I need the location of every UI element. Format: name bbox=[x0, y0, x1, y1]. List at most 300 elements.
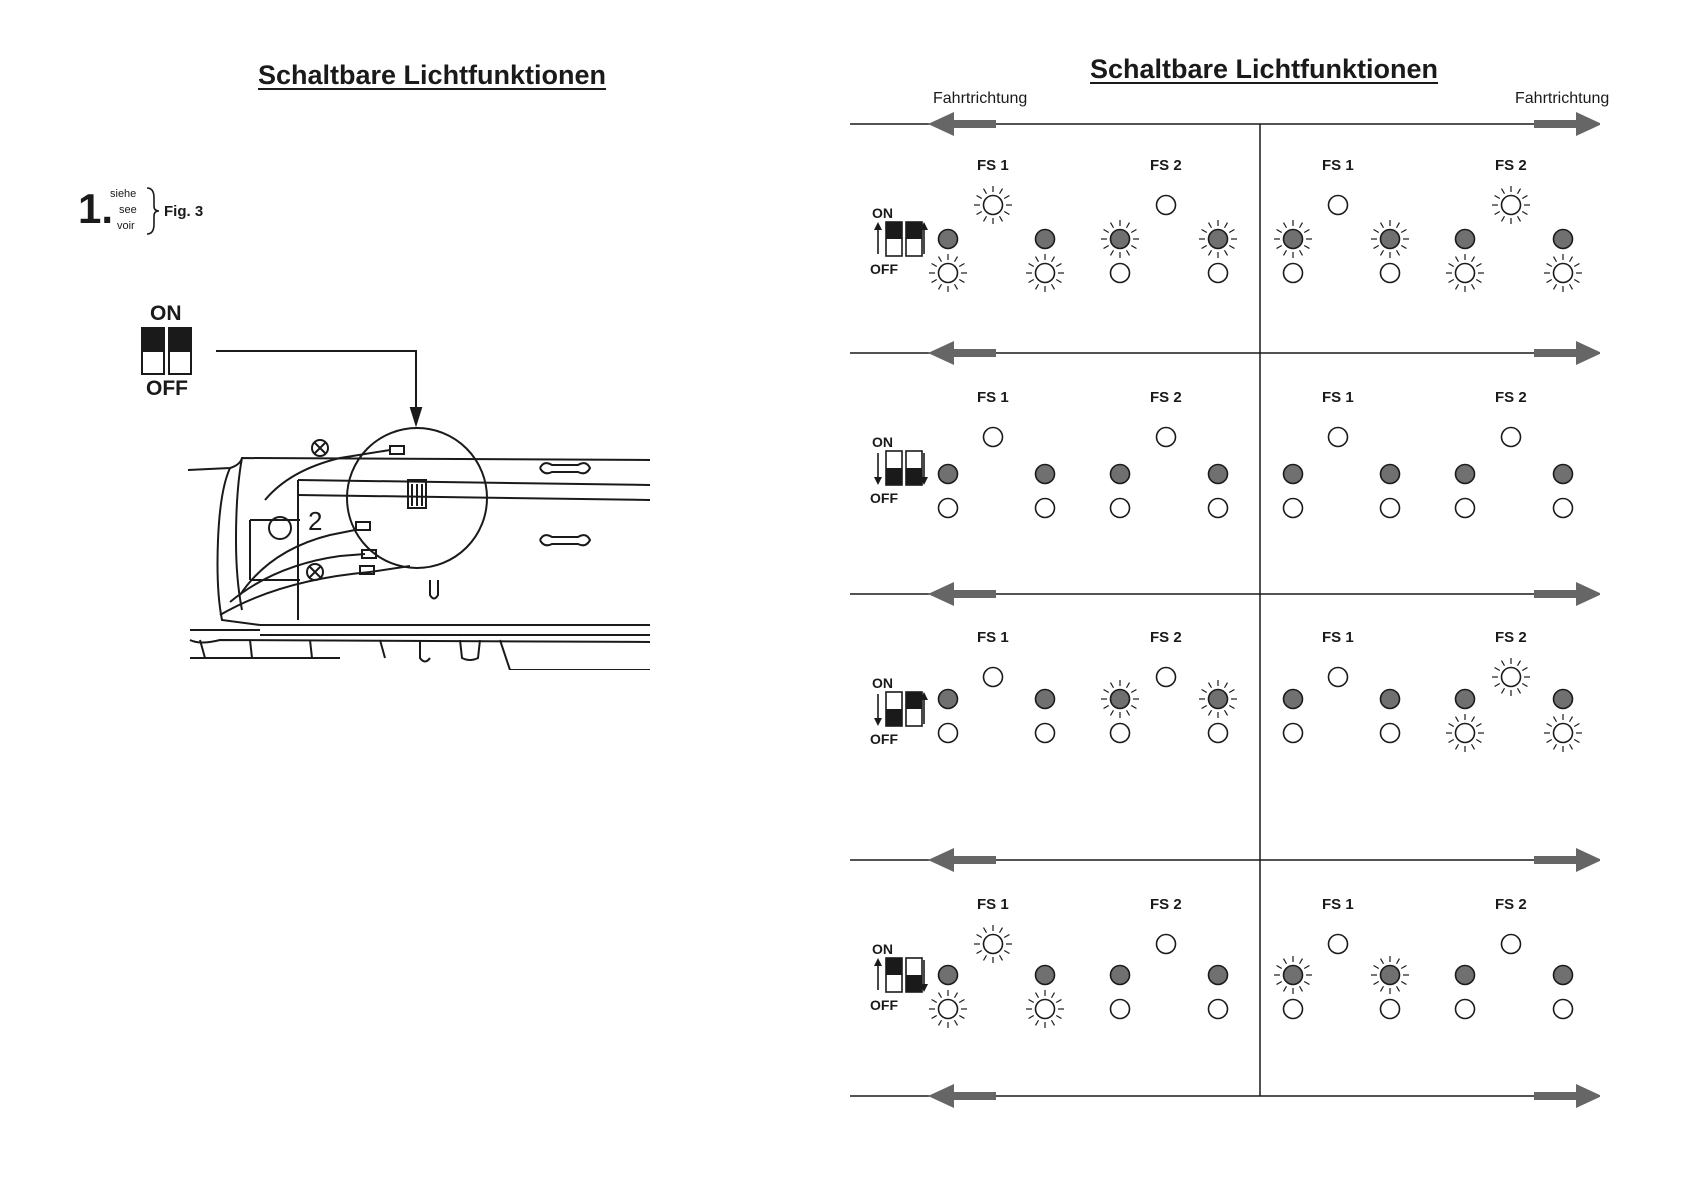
light-ray bbox=[1229, 246, 1234, 249]
bottom-lamp bbox=[1111, 724, 1130, 743]
red-lamp-icon bbox=[1381, 966, 1400, 985]
light-ray bbox=[1202, 230, 1207, 233]
bottom-lamp bbox=[1209, 724, 1228, 743]
top-lamp bbox=[1554, 690, 1573, 709]
light-ray bbox=[1522, 668, 1527, 671]
step-ref-see: see bbox=[119, 204, 137, 216]
switch-off-label: OFF bbox=[870, 731, 898, 747]
white-lamp-icon bbox=[1209, 264, 1228, 283]
light-ray bbox=[1476, 740, 1481, 743]
light-ray bbox=[939, 993, 942, 998]
light-ray bbox=[1052, 1020, 1055, 1025]
bottom-lamp bbox=[1446, 714, 1484, 752]
light-ray bbox=[1574, 740, 1579, 743]
light-ray bbox=[984, 189, 987, 194]
red-lamp-icon bbox=[1381, 465, 1400, 484]
bottom-lamp bbox=[1209, 499, 1228, 518]
light-ray bbox=[1304, 966, 1309, 969]
fs1-label: FS 1 bbox=[1322, 157, 1354, 174]
bottom-lamp bbox=[1446, 254, 1484, 292]
light-ray bbox=[1104, 706, 1109, 709]
top-lamp bbox=[1371, 956, 1409, 994]
light-ray bbox=[1127, 223, 1130, 228]
light-ray bbox=[1374, 230, 1379, 233]
top-lamp bbox=[1456, 230, 1475, 249]
bottom-lamp bbox=[1111, 1000, 1130, 1019]
light-ray bbox=[1300, 250, 1303, 255]
light-ray bbox=[1284, 223, 1287, 228]
bottom-lamp bbox=[1554, 1000, 1573, 1019]
light-ray bbox=[1476, 264, 1481, 267]
light-ray bbox=[1284, 986, 1287, 991]
bottom-lamp bbox=[929, 990, 967, 1028]
red-lamp-icon bbox=[1554, 690, 1573, 709]
light-ray bbox=[1202, 690, 1207, 693]
white-lamp-icon bbox=[1036, 499, 1055, 518]
light-ray bbox=[955, 257, 958, 262]
dip-knob bbox=[906, 222, 922, 239]
light-ray bbox=[1000, 189, 1003, 194]
light-ray bbox=[939, 1020, 942, 1025]
white-lamp-icon bbox=[1157, 668, 1176, 687]
arrow-down-icon bbox=[874, 718, 882, 726]
arrow-right-icon bbox=[1576, 1084, 1600, 1108]
arrow-up-icon bbox=[874, 222, 882, 230]
switch-off-label: OFF bbox=[870, 261, 898, 277]
arrow-up-icon bbox=[874, 958, 882, 966]
bottom-lamp bbox=[1284, 1000, 1303, 1019]
light-ray bbox=[1397, 250, 1400, 255]
fs2-lamp bbox=[1492, 186, 1530, 224]
white-lamp-icon bbox=[1502, 668, 1521, 687]
red-lamp-icon bbox=[1554, 465, 1573, 484]
dip-knob bbox=[906, 468, 922, 485]
white-lamp-icon bbox=[1036, 724, 1055, 743]
light-ray bbox=[1036, 284, 1039, 289]
top-lamp bbox=[1101, 680, 1139, 718]
light-ray bbox=[1029, 264, 1034, 267]
light-ray bbox=[1052, 993, 1055, 998]
light-ray bbox=[959, 1000, 964, 1003]
fs1-lamp bbox=[974, 925, 1012, 963]
white-lamp-icon bbox=[1554, 499, 1573, 518]
arrow-shaft bbox=[950, 856, 996, 864]
light-ray bbox=[1277, 966, 1282, 969]
light-ray bbox=[955, 993, 958, 998]
light-ray bbox=[1449, 740, 1454, 743]
bottom-lamp bbox=[1544, 254, 1582, 292]
fs1-label: FS 1 bbox=[1322, 389, 1354, 406]
light-ray bbox=[1209, 710, 1212, 715]
fs1-lamp bbox=[974, 186, 1012, 224]
light-ray bbox=[1397, 986, 1400, 991]
top-lamp bbox=[1209, 465, 1228, 484]
white-lamp-icon bbox=[984, 428, 1003, 447]
arrow-shaft bbox=[1534, 856, 1580, 864]
top-lamp bbox=[1199, 220, 1237, 258]
light-ray bbox=[1522, 212, 1527, 215]
light-ray bbox=[984, 216, 987, 221]
top-lamp bbox=[939, 230, 958, 249]
left-page-title: Schaltbare Lichtfunktionen bbox=[258, 60, 607, 90]
light-ray bbox=[1056, 1000, 1061, 1003]
bottom-lamp bbox=[1381, 1000, 1400, 1019]
light-ray bbox=[955, 284, 958, 289]
light-ray bbox=[959, 264, 964, 267]
light-ray bbox=[1036, 1020, 1039, 1025]
switch-off-label: OFF bbox=[870, 997, 898, 1013]
bottom-lamp bbox=[1381, 724, 1400, 743]
light-ray bbox=[1472, 284, 1475, 289]
light-ray bbox=[1131, 690, 1136, 693]
top-lamp bbox=[1456, 966, 1475, 985]
top-lamp bbox=[939, 465, 958, 484]
light-ray bbox=[1111, 683, 1114, 688]
light-ray bbox=[1127, 683, 1130, 688]
light-ray bbox=[1004, 212, 1009, 215]
arrow-shaft bbox=[1534, 590, 1580, 598]
light-ray bbox=[939, 284, 942, 289]
white-lamp-icon bbox=[1554, 264, 1573, 283]
red-lamp-icon bbox=[1111, 966, 1130, 985]
light-function-grid bbox=[840, 100, 1600, 1110]
light-ray bbox=[1401, 246, 1406, 249]
light-ray bbox=[1300, 223, 1303, 228]
top-lamp bbox=[1456, 690, 1475, 709]
arrow-shaft bbox=[950, 349, 996, 357]
top-lamp bbox=[939, 690, 958, 709]
bottom-lamp bbox=[1284, 499, 1303, 518]
fs2-label: FS 2 bbox=[1495, 389, 1527, 406]
bottom-lamp bbox=[1111, 264, 1130, 283]
bottom-lamp bbox=[929, 254, 967, 292]
fs2-label: FS 2 bbox=[1150, 389, 1182, 406]
light-ray bbox=[1518, 189, 1521, 194]
light-ray bbox=[1111, 223, 1114, 228]
red-lamp-icon bbox=[1036, 230, 1055, 249]
bottom-lamp bbox=[1554, 499, 1573, 518]
dip-knob bbox=[886, 468, 902, 485]
fs2-label: FS 2 bbox=[1150, 629, 1182, 646]
red-lamp-icon bbox=[1456, 966, 1475, 985]
white-lamp-icon bbox=[1381, 264, 1400, 283]
arrow-shaft bbox=[950, 590, 996, 598]
bottom-lamp bbox=[1381, 264, 1400, 283]
top-lamp bbox=[1101, 220, 1139, 258]
light-ray bbox=[1000, 216, 1003, 221]
arrow-left-icon bbox=[928, 112, 954, 136]
bottom-lamp bbox=[1456, 499, 1475, 518]
light-ray bbox=[1374, 246, 1379, 249]
switch-on-label: ON bbox=[872, 205, 893, 221]
red-lamp-icon bbox=[1284, 230, 1303, 249]
light-ray bbox=[1574, 264, 1579, 267]
light-ray bbox=[1495, 196, 1500, 199]
white-lamp-icon bbox=[1329, 196, 1348, 215]
fs2-label: FS 2 bbox=[1150, 896, 1182, 913]
white-lamp-icon bbox=[984, 196, 1003, 215]
light-ray bbox=[1476, 280, 1481, 283]
light-ray bbox=[959, 1016, 964, 1019]
light-ray bbox=[1401, 966, 1406, 969]
light-ray bbox=[977, 951, 982, 954]
light-ray bbox=[1456, 257, 1459, 262]
light-ray bbox=[1300, 959, 1303, 964]
step-number: 1. bbox=[78, 185, 114, 232]
light-ray bbox=[1056, 264, 1061, 267]
light-ray bbox=[1522, 684, 1527, 687]
light-ray bbox=[1104, 690, 1109, 693]
light-ray bbox=[1225, 223, 1228, 228]
light-ray bbox=[1004, 951, 1009, 954]
light-ray bbox=[1277, 230, 1282, 233]
arrow-right-icon bbox=[1576, 341, 1600, 365]
light-ray bbox=[1397, 959, 1400, 964]
fs1-label: FS 1 bbox=[1322, 629, 1354, 646]
red-lamp-icon bbox=[1554, 230, 1573, 249]
white-lamp-icon bbox=[1284, 724, 1303, 743]
top-lamp bbox=[1209, 966, 1228, 985]
light-ray bbox=[1104, 230, 1109, 233]
red-lamp-icon bbox=[1284, 690, 1303, 709]
light-ray bbox=[1004, 196, 1009, 199]
light-ray bbox=[1495, 684, 1500, 687]
light-ray bbox=[1381, 223, 1384, 228]
arrow-left-icon bbox=[928, 582, 954, 606]
arrow-shaft bbox=[1534, 349, 1580, 357]
fs1-lamp bbox=[1329, 196, 1348, 215]
white-lamp-icon bbox=[1329, 428, 1348, 447]
light-ray bbox=[1229, 230, 1234, 233]
light-ray bbox=[1000, 955, 1003, 960]
arrow-shaft bbox=[950, 1092, 996, 1100]
light-ray bbox=[1209, 250, 1212, 255]
light-ray bbox=[1381, 250, 1384, 255]
red-lamp-icon bbox=[1036, 690, 1055, 709]
red-lamp-icon bbox=[1209, 230, 1228, 249]
white-lamp-icon bbox=[1284, 1000, 1303, 1019]
top-lamp bbox=[1381, 690, 1400, 709]
light-ray bbox=[1518, 216, 1521, 221]
light-ray bbox=[977, 212, 982, 215]
top-lamp bbox=[1274, 956, 1312, 994]
white-lamp-icon bbox=[984, 668, 1003, 687]
white-lamp-icon bbox=[1209, 499, 1228, 518]
light-ray bbox=[1202, 706, 1207, 709]
fs2-label: FS 2 bbox=[1495, 629, 1527, 646]
white-lamp-icon bbox=[939, 264, 958, 283]
top-lamp bbox=[1284, 465, 1303, 484]
light-ray bbox=[1284, 250, 1287, 255]
red-lamp-icon bbox=[1209, 966, 1228, 985]
white-lamp-icon bbox=[939, 1000, 958, 1019]
fs1-label: FS 1 bbox=[977, 389, 1009, 406]
arrow-shaft bbox=[1534, 1092, 1580, 1100]
top-lamp bbox=[1456, 465, 1475, 484]
light-ray bbox=[932, 1000, 937, 1003]
fs1-lamp bbox=[1329, 935, 1348, 954]
white-lamp-icon bbox=[1456, 724, 1475, 743]
light-ray bbox=[1456, 744, 1459, 749]
white-lamp-icon bbox=[1111, 1000, 1130, 1019]
light-ray bbox=[1052, 257, 1055, 262]
light-ray bbox=[1036, 993, 1039, 998]
light-ray bbox=[1547, 280, 1552, 283]
light-ray bbox=[1131, 246, 1136, 249]
light-ray bbox=[1502, 661, 1505, 666]
top-lamp bbox=[1554, 465, 1573, 484]
light-ray bbox=[1229, 690, 1234, 693]
bottom-lamp bbox=[1381, 499, 1400, 518]
light-ray bbox=[1547, 724, 1552, 727]
white-lamp-icon bbox=[1456, 1000, 1475, 1019]
fs2-lamp bbox=[1157, 428, 1176, 447]
light-ray bbox=[1131, 230, 1136, 233]
fs1-label: FS 1 bbox=[1322, 896, 1354, 913]
fs1-lamp bbox=[1329, 668, 1348, 687]
top-lamp bbox=[1111, 966, 1130, 985]
red-lamp-icon bbox=[1381, 690, 1400, 709]
white-lamp-icon bbox=[1284, 499, 1303, 518]
light-ray bbox=[984, 955, 987, 960]
light-ray bbox=[1056, 280, 1061, 283]
top-lamp bbox=[1554, 230, 1573, 249]
fs2-lamp bbox=[1157, 935, 1176, 954]
light-ray bbox=[1522, 196, 1527, 199]
light-ray bbox=[1472, 717, 1475, 722]
right-page-title: Schaltbare Lichtfunktionen bbox=[1090, 54, 1439, 84]
light-ray bbox=[1029, 280, 1034, 283]
light-ray bbox=[1127, 710, 1130, 715]
bottom-lamp bbox=[1209, 264, 1228, 283]
arrow-down-icon bbox=[874, 477, 882, 485]
switch-off-label: OFF bbox=[870, 490, 898, 506]
dip-knob bbox=[906, 975, 922, 992]
white-lamp-icon bbox=[1157, 935, 1176, 954]
figure-ref: Fig. 3 bbox=[164, 203, 204, 220]
top-lamp bbox=[1381, 465, 1400, 484]
red-lamp-icon bbox=[939, 690, 958, 709]
bottom-lamp bbox=[1111, 499, 1130, 518]
light-ray bbox=[1111, 710, 1114, 715]
light-ray bbox=[932, 280, 937, 283]
arrow-left-icon bbox=[928, 341, 954, 365]
fs2-label: FS 2 bbox=[1150, 157, 1182, 174]
arrow-left-icon bbox=[928, 1084, 954, 1108]
light-ray bbox=[1518, 661, 1521, 666]
arrow-shaft bbox=[1534, 120, 1580, 128]
arrow-right-icon bbox=[1576, 848, 1600, 872]
fs2-lamp bbox=[1157, 196, 1176, 215]
light-ray bbox=[1381, 986, 1384, 991]
light-ray bbox=[1304, 230, 1309, 233]
white-lamp-icon bbox=[1502, 428, 1521, 447]
light-ray bbox=[1554, 744, 1557, 749]
light-ray bbox=[939, 257, 942, 262]
bottom-lamp bbox=[1544, 714, 1582, 752]
light-ray bbox=[1284, 959, 1287, 964]
red-lamp-icon bbox=[1381, 230, 1400, 249]
red-lamp-icon bbox=[939, 966, 958, 985]
light-ray bbox=[1229, 706, 1234, 709]
red-lamp-icon bbox=[1456, 230, 1475, 249]
white-lamp-icon bbox=[1036, 264, 1055, 283]
top-lamp bbox=[1274, 220, 1312, 258]
switch-off-label: OFF bbox=[146, 377, 188, 400]
white-lamp-icon bbox=[1381, 499, 1400, 518]
dip-knob bbox=[906, 692, 922, 709]
light-ray bbox=[977, 196, 982, 199]
light-ray bbox=[1304, 246, 1309, 249]
red-lamp-icon bbox=[1111, 230, 1130, 249]
fs2-lamp bbox=[1157, 668, 1176, 687]
light-ray bbox=[977, 935, 982, 938]
fs1-label: FS 1 bbox=[977, 157, 1009, 174]
white-lamp-icon bbox=[1209, 1000, 1228, 1019]
white-lamp-icon bbox=[939, 499, 958, 518]
red-lamp-icon bbox=[1284, 465, 1303, 484]
light-ray bbox=[1277, 982, 1282, 985]
white-lamp-icon bbox=[1111, 264, 1130, 283]
light-ray bbox=[1554, 284, 1557, 289]
light-ray bbox=[984, 928, 987, 933]
light-ray bbox=[1397, 223, 1400, 228]
red-lamp-icon bbox=[1456, 465, 1475, 484]
red-lamp-icon bbox=[1284, 966, 1303, 985]
light-ray bbox=[1209, 683, 1212, 688]
bottom-lamp bbox=[939, 724, 958, 743]
top-lamp bbox=[939, 966, 958, 985]
red-lamp-icon bbox=[939, 465, 958, 484]
top-lamp bbox=[1371, 220, 1409, 258]
white-lamp-icon bbox=[984, 935, 1003, 954]
white-lamp-icon bbox=[1381, 1000, 1400, 1019]
switch-on-label: ON bbox=[872, 675, 893, 691]
light-ray bbox=[955, 1020, 958, 1025]
top-lamp bbox=[1199, 680, 1237, 718]
white-lamp-icon bbox=[1209, 724, 1228, 743]
switch-on-label: ON bbox=[150, 302, 182, 325]
white-lamp-icon bbox=[1381, 724, 1400, 743]
white-lamp-icon bbox=[1036, 1000, 1055, 1019]
light-ray bbox=[1056, 1016, 1061, 1019]
light-ray bbox=[1547, 740, 1552, 743]
light-ray bbox=[959, 280, 964, 283]
light-ray bbox=[1570, 717, 1573, 722]
bottom-lamp bbox=[1284, 724, 1303, 743]
light-ray bbox=[1502, 189, 1505, 194]
bottom-lamp bbox=[1284, 264, 1303, 283]
white-lamp-icon bbox=[1329, 668, 1348, 687]
light-ray bbox=[1472, 744, 1475, 749]
white-lamp-icon bbox=[1284, 264, 1303, 283]
light-ray bbox=[1029, 1016, 1034, 1019]
white-lamp-icon bbox=[1456, 499, 1475, 518]
light-ray bbox=[1495, 668, 1500, 671]
light-ray bbox=[1029, 1000, 1034, 1003]
red-lamp-icon bbox=[1554, 966, 1573, 985]
fs2-lamp bbox=[1502, 428, 1521, 447]
light-ray bbox=[1401, 230, 1406, 233]
light-ray bbox=[1004, 935, 1009, 938]
red-lamp-icon bbox=[1111, 690, 1130, 709]
top-lamp bbox=[1111, 465, 1130, 484]
white-lamp-icon bbox=[1157, 196, 1176, 215]
bottom-lamp bbox=[1026, 990, 1064, 1028]
locomotive-drawing bbox=[180, 340, 650, 670]
switch-on-label: ON bbox=[872, 941, 893, 957]
light-ray bbox=[1225, 683, 1228, 688]
